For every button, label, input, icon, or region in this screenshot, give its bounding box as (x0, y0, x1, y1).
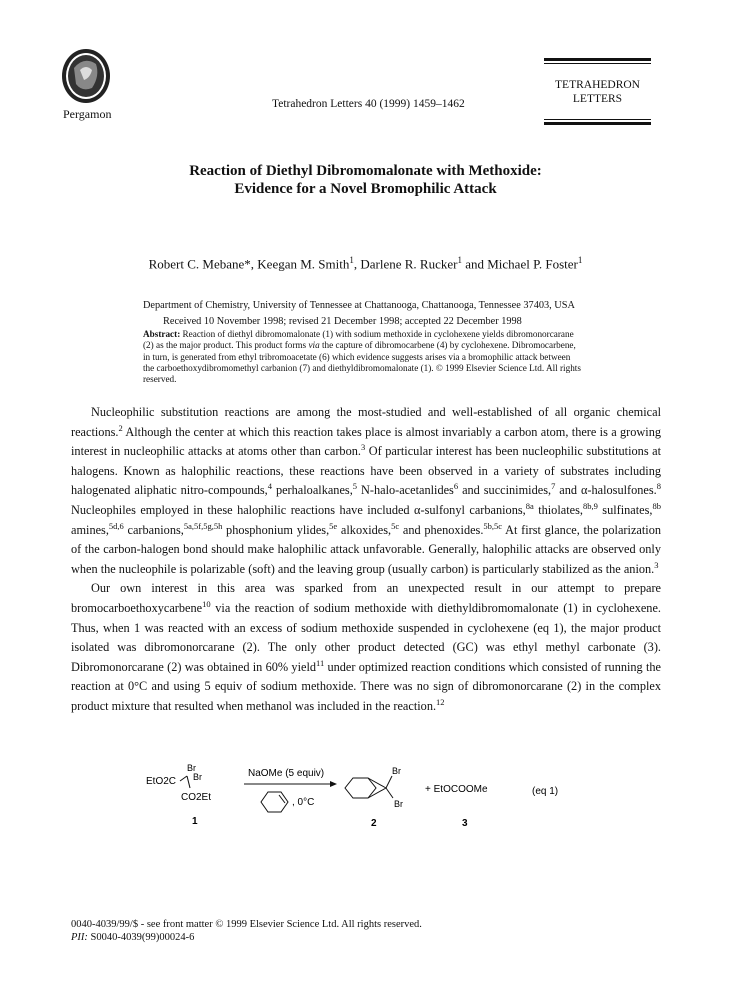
citation-superscript: 2 (118, 422, 123, 433)
compound-label-1: 1 (192, 816, 198, 827)
citation-superscript: 5a,5f,5g,5h (183, 520, 223, 531)
body-text-segment: via the reaction of sodium methoxide with diethyldibromomalonate (1) in cyclohexene. Thus, when 1 was reacted with an excess of sodium methoxide suspended in cyclohexene (eq 1), the major product isolated was dibromonorcarane (2). The only other product detected (GC) was ethyl methyl carbonate (3). Dibromonorcarane (2) was obtained in 60% yield (71, 600, 661, 674)
body-text-segment: phosphonium ylides, (222, 522, 330, 537)
compound-label-2: 2 (371, 818, 377, 829)
arrow-head-icon (330, 781, 337, 787)
citation-superscript: 7 (551, 481, 556, 492)
journal-reference: Tetrahedron Letters 40 (1999) 1459–1462 (272, 98, 465, 110)
body-text-segment: under optimized reaction conditions which consisted of running the reaction at 0°C and using 5 equiv of sodium methoxide. There was no sign of dibromonorcarane (2) in the complex product mixture that resulted when methanol was included in the reaction. (71, 659, 662, 713)
bond (187, 776, 190, 788)
citation-superscript: 8a (525, 500, 534, 511)
body-text-segment: At first glance, the polarization of the carbon-halogen bond should make halophilic attack unfavorable. Generally, halophilic attacks are observed only when the nucleophile is polarizable (soft) and the leaving group (usually carbon) is particularly stabilized as the anion. (71, 522, 661, 576)
abstract-text: the capture of dibromocarbene (4) by cyclohexene. Dibromocarbene, in turn, is generated from ethyl tribromoacetate (6) which evidence suggests arises via a bromophilic attack between the carboethoxydibromomethyl carbanion (7) and diethyldibromomalonate (1). © 1999 Elsevier Science Ltd. All rights reserved. (143, 340, 581, 385)
abstract-via: via (308, 340, 320, 351)
abstract-label: Abstract: (143, 329, 181, 339)
author-footnote: 1 (457, 255, 462, 265)
author-text: Robert C. Mebane*, Keegan M. Smith (148, 256, 350, 272)
byproduct: + EtOCOOMe (425, 784, 488, 795)
copyright-line: 0040-4039/99/$ - see front matter © 1999 Elsevier Science Ltd. All rights reserved. (71, 919, 422, 930)
abstract (143, 329, 583, 385)
reactant-br-right: Br (193, 772, 202, 782)
citation-superscript: 5e (329, 520, 338, 531)
body-text-segment: and succinimides, (458, 483, 552, 498)
citation-superscript: 10 (202, 598, 211, 609)
author-list (0, 255, 731, 272)
body-text (71, 403, 661, 717)
article-title (0, 162, 731, 198)
reactant-br-top: Br (187, 763, 196, 773)
journal-name-line1: TETRAHEDRON (555, 79, 640, 91)
author-footnote: 1 (349, 255, 354, 265)
citation-superscript: 5 (352, 481, 358, 492)
paragraph-2 (71, 579, 661, 716)
pii-line (71, 931, 422, 944)
citation-superscript: 8 (656, 481, 661, 492)
pii-value: S0040-4039(99)00024-6 (87, 932, 195, 943)
reagent-label: NaOMe (5 equiv) (248, 768, 325, 779)
citation-superscript: 8b (652, 500, 661, 511)
paragraph-1 (71, 403, 661, 579)
equation-label: (eq 1) (532, 786, 559, 797)
body-text-segment: and α-halosulfones. (555, 483, 657, 498)
reactant-ester-top: EtO2C (146, 776, 177, 787)
header-rule-top (544, 58, 651, 61)
author-text: , Darlene R. Rucker (353, 256, 458, 272)
citation-superscript: 5c (391, 520, 400, 531)
citation-superscript: 6 (453, 481, 459, 492)
title-line-2: Evidence for a Novel Bromophilic Attack (234, 181, 497, 197)
body-text-segment: amines, (71, 522, 109, 537)
body-text-segment: alkoxides, (337, 522, 392, 537)
pii-label: PII: (71, 932, 88, 943)
bond (368, 778, 386, 788)
citation-superscript: 4 (267, 481, 272, 492)
author-footnote: 1 (577, 255, 583, 265)
citation-superscript: 12 (436, 696, 445, 707)
citation-superscript: 8b,9 (582, 500, 598, 511)
product-br-top: Br (392, 766, 401, 776)
publisher-logo-icon (60, 48, 112, 108)
compound-label-3: 3 (462, 818, 468, 829)
citation-superscript: 5b,5c (483, 520, 503, 531)
abstract-text: Reaction of diethyl dibromomalonate (1) with sodium methoxide in cyclohexene yields dibromonorcarane (2) as the major product. This product forms (143, 329, 574, 351)
bond (368, 788, 386, 798)
citation-superscript: 3 (360, 442, 366, 453)
citation-superscript: 3 (654, 559, 659, 570)
body-text-segment: Nucleophiles employed in these halophilic reactions have included α-sulfonyl carbanions, (71, 502, 526, 517)
affiliation: Department of Chemistry, University of Tennessee at Chattanooga, Chattanooga, Tennessee 37403, USA (143, 300, 575, 311)
reactant-ester-bottom: CO2Et (181, 792, 212, 803)
citation-superscript: 11 (316, 657, 325, 668)
body-text-segment: Although the center at which this reaction takes place is almost invariably a carbon atom, there is a growing interest in nucleophilic attacks at atoms other than carbon. (71, 424, 661, 459)
body-text-segment: and phenoxides. (399, 522, 484, 537)
header-rule-bottom-thin (544, 119, 651, 120)
body-text-segment: Of particular interest has been nucleophilic substitutions at halogens. Known as halophilic reactions, these reactions have been observed in a variety of substrates including halogenated aliphatic nitro-compounds, (71, 444, 661, 498)
header-rule-bottom (544, 122, 651, 125)
body-text-segment: perhaloalkanes, (272, 483, 353, 498)
body-text-segment: Our own interest in this area was sparked from an unexpected result in our attempt to prepare bromocarboethoxycarbene (71, 581, 661, 615)
body-text-segment: thiolates, (533, 502, 583, 517)
journal-name-line2: LETTERS (572, 93, 623, 105)
author-text: and Michael P. Foster (461, 256, 578, 272)
received-dates: Received 10 November 1998; revised 21 December 1998; accepted 22 December 1998 (163, 316, 522, 327)
reaction-condition: , 0°C (292, 797, 315, 808)
body-text-segment: carbanions, (123, 522, 184, 537)
footer (71, 918, 422, 944)
bond (180, 776, 187, 781)
body-text-segment: Nucleophilic substitution reactions are among the most-studied and well-established of all organic chemical reactions. (71, 405, 661, 439)
header-rule-top-thin (544, 63, 651, 64)
body-text-segment: sulfinates, (597, 502, 653, 517)
product-br-bottom: Br (394, 799, 403, 809)
bond (386, 776, 392, 788)
title-line-1: Reaction of Diethyl Dibromomalonate with Methoxide: (189, 163, 542, 179)
body-text-segment: N-halo-acetanlides (357, 483, 454, 498)
norcarane-ring-icon (345, 778, 376, 798)
bond (386, 788, 393, 798)
citation-superscript: 5d,6 (108, 520, 124, 531)
publisher-name: Pergamon (63, 107, 112, 121)
reaction-scheme (140, 758, 610, 854)
